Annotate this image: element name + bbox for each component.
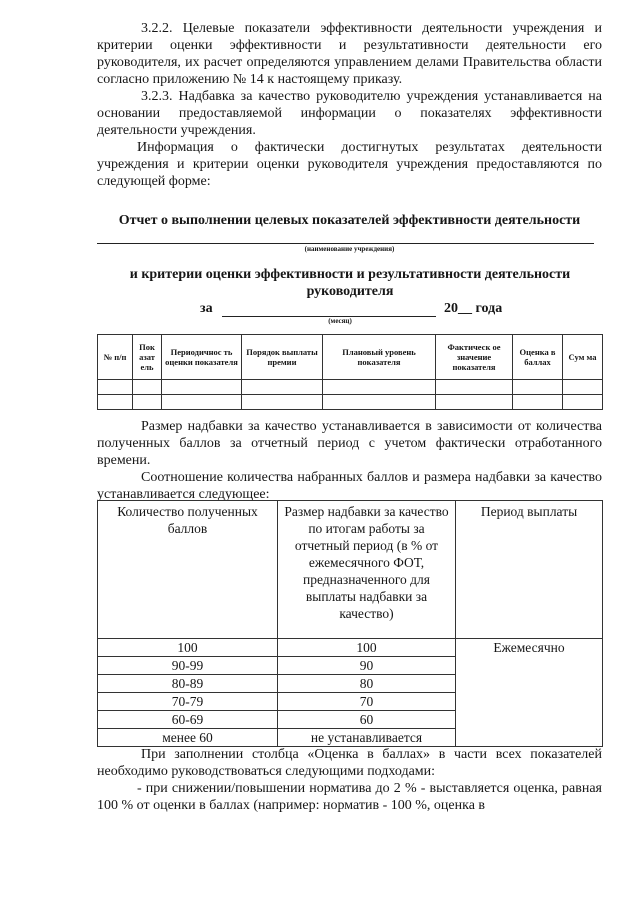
table-cell[interactable] — [436, 380, 513, 395]
table-cell[interactable] — [162, 380, 242, 395]
table-cell[interactable] — [242, 395, 323, 410]
header-bonus-size: Размер надбавки за качество по итогам работы за отчетный период (в % от ежемесячного ФОТ, предназначенного для выплаты надбавки за качество) — [278, 501, 456, 639]
header-actual-value: Фактическ ое значение показателя — [436, 335, 513, 380]
bonus-table-header-row — [98, 501, 603, 639]
table-cell[interactable] — [242, 380, 323, 395]
report-subtitle: и критерии оценки эффективности и результативности деятельности руководителя — [129, 267, 571, 299]
table-row — [98, 395, 603, 410]
header-periodicity: Периодичнос ть оценки показателя — [162, 335, 242, 380]
header-payment-period: Период выплаты — [456, 501, 603, 639]
table-cell[interactable] — [98, 380, 133, 395]
table-cell[interactable] — [162, 395, 242, 410]
points-cell: 100 — [98, 639, 278, 657]
period-for-label: за — [200, 301, 213, 316]
table-cell[interactable] — [133, 395, 162, 410]
report-title: Отчет о выполнении целевых показателей эффективности деятельности — [118, 213, 581, 228]
table-cell[interactable] — [513, 380, 563, 395]
points-cell: менее 60 — [98, 729, 278, 747]
paragraph-rule: - при снижении/повышении норматива до 2 % - выставляется оценка, равная 100 % от оценки в баллах (например: норматив - 100 %, оценка в — [97, 781, 602, 813]
paragraph-ratio: Соотношение количества набранных баллов и размера надбавки за качество устанавливается следующее: — [97, 470, 602, 502]
table-row — [98, 639, 603, 657]
points-cell: 70-79 — [98, 693, 278, 711]
paragraph-3-2-2: 3.2.2. Целевые показатели эффективности деятельности учреждения и критерии оценки эффективности и результативности деятельности его руководителя, их расчет определяются управлением делами Правительства области согласно приложению № 14 к настоящему приказу. — [97, 21, 602, 87]
bonus-cell: 100 — [278, 639, 456, 657]
bonus-cell: 80 — [278, 675, 456, 693]
report-table-header-row — [98, 335, 603, 380]
table-cell[interactable] — [98, 395, 133, 410]
header-sum: Сум ма — [563, 335, 603, 380]
report-table — [97, 334, 603, 410]
table-cell[interactable] — [513, 395, 563, 410]
institution-caption: (наименование учреждения) — [304, 245, 395, 253]
month-caption: (месяц) — [328, 317, 352, 325]
bonus-table — [97, 500, 603, 747]
points-cell: 90-99 — [98, 657, 278, 675]
header-payment-order: Порядок выплаты премии — [242, 335, 323, 380]
paragraph-bonus-size: Размер надбавки за качество устанавливается в зависимости от количества полученных баллов за отчетный период с учетом фактически отработанного времени. — [97, 419, 602, 468]
bonus-cell: не устанавливается — [278, 729, 456, 747]
header-number: № п/п — [98, 335, 133, 380]
paragraph-3-2-3: 3.2.3. Надбавка за качество руководителю учреждения устанавливается на основании предоставляемой информации о показателях эффективности деятельности учреждения. — [97, 89, 602, 138]
header-points: Количество полученных баллов — [98, 501, 278, 639]
institution-name-line — [97, 243, 594, 244]
table-cell[interactable] — [436, 395, 513, 410]
paragraph-information: Информация о фактически достигнутых результатах деятельности учреждения и критерии оценки руководителя учреждения предоставляются по следующей форме: — [97, 140, 602, 189]
table-row — [98, 380, 603, 395]
payment-period-cell: Ежемесячно — [456, 639, 603, 747]
header-planned-level: Плановый уровень показателя — [323, 335, 436, 380]
header-score: Оценка в баллах — [513, 335, 563, 380]
table-cell[interactable] — [563, 380, 603, 395]
bonus-cell: 70 — [278, 693, 456, 711]
paragraph-fill-instructions: При заполнении столбца «Оценка в баллах» в части всех показателей необходимо руководствоваться следующими подходами: — [97, 747, 602, 779]
table-cell[interactable] — [563, 395, 603, 410]
points-cell: 60-69 — [98, 711, 278, 729]
table-cell[interactable] — [323, 380, 436, 395]
points-cell: 80-89 — [98, 675, 278, 693]
period-year-label: 20__ года — [444, 301, 503, 316]
header-indicator: Пок азат ель — [133, 335, 162, 380]
table-cell[interactable] — [323, 395, 436, 410]
table-cell[interactable] — [133, 380, 162, 395]
bonus-cell: 60 — [278, 711, 456, 729]
bonus-cell: 90 — [278, 657, 456, 675]
